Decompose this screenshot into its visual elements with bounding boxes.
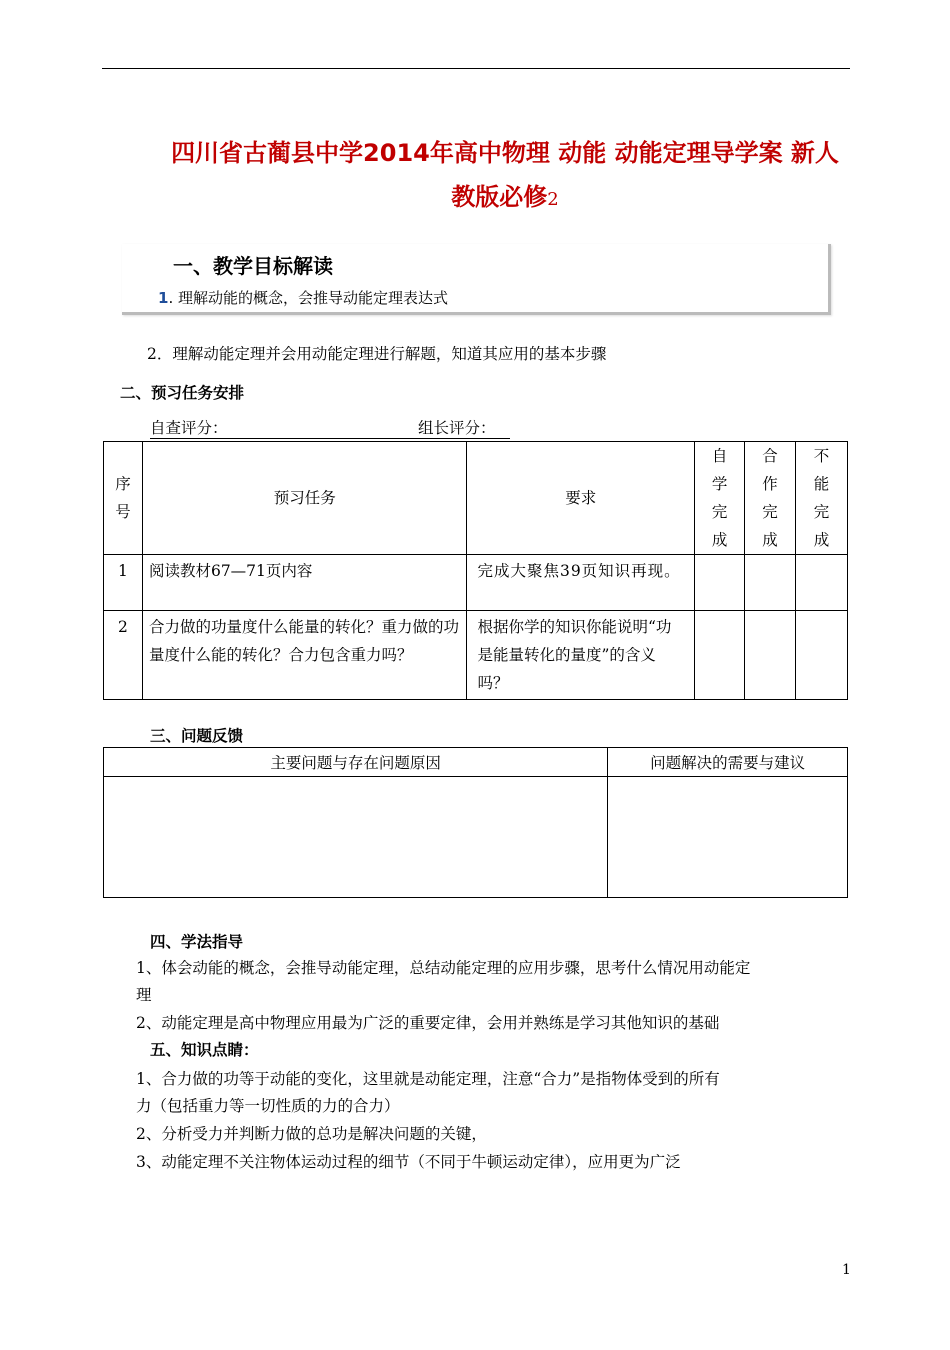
header-rule [102, 68, 850, 69]
table-header-row [104, 442, 848, 555]
title-suffix: 2 [547, 189, 559, 210]
header-char: 自 [711, 447, 728, 465]
knowledge-item-1a: 1、合力做的功等于动能的变化，这里就是动能定理，注意“合力”是指物体受到的所有 [136, 1070, 720, 1088]
header-req: 要求 [467, 442, 695, 555]
self-eval-field[interactable] [150, 416, 418, 439]
method-item-1b: 理 [136, 986, 152, 1004]
row-req: 根据你学的知识你能说明“功是能量转化的量度”的含义吗？ [467, 611, 695, 700]
feedback-entry-row [104, 777, 848, 898]
feedback-table [103, 747, 848, 898]
page-title-line1: 四川省古蔺县中学2014年高中物理 动能 动能定理导学案 新人 [171, 139, 839, 167]
title-text: 教版必修 [451, 183, 548, 211]
row-coop-cell[interactable] [745, 611, 796, 700]
preview-task-table [103, 441, 848, 700]
leader-eval-field[interactable] [418, 416, 510, 439]
self-eval-label: 自查评分： [150, 419, 228, 437]
objective-item-1 [158, 287, 448, 308]
section5-heading: 五、知识点睛： [150, 1041, 259, 1059]
knowledge-item-2: 2、分析受力并判断力做的总功是解决问题的关键， [136, 1125, 487, 1143]
header-char: 号 [115, 503, 131, 521]
evaluation-line [150, 416, 510, 439]
feedback-col2: 问题解决的需要与建议 [608, 748, 848, 777]
row-unable-cell[interactable] [796, 611, 848, 700]
feedback-header-row [104, 748, 848, 777]
header-char: 完 [711, 503, 728, 521]
row-self-cell[interactable] [695, 611, 745, 700]
header-task: 预习任务 [142, 442, 467, 555]
feedback-col1: 主要问题与存在问题原因 [104, 748, 608, 777]
header-char: 学 [711, 475, 728, 493]
header-char: 合 [762, 447, 778, 465]
header-unable [796, 442, 848, 555]
header-char: 成 [813, 531, 830, 549]
method-item-2: 2、动能定理是高中物理应用最为广泛的重要定律，会用并熟练是学习其他知识的基础 [136, 1014, 720, 1032]
objective-num: 1 [158, 289, 169, 307]
header-no [104, 442, 143, 555]
table-row [104, 555, 848, 611]
row-no: 2 [104, 611, 143, 700]
header-self [695, 442, 745, 555]
row-task: 合力做的功量度什么能量的转化？重力做的功量度什么能的转化？合力包含重力吗？ [142, 611, 467, 700]
leader-eval-label: 组长评分： [418, 419, 496, 437]
knowledge-item-1b: 力（包括重力等一切性质的力的合力） [136, 1097, 400, 1115]
knowledge-item-3: 3、动能定理不关注物体运动过程的细节（不同于牛顿运动定律），应用更为广泛 [136, 1153, 681, 1171]
header-coop [745, 442, 796, 555]
row-coop-cell[interactable] [745, 555, 796, 611]
row-self-cell[interactable] [695, 555, 745, 611]
header-char: 作 [762, 475, 778, 493]
section3-heading: 三、问题反馈 [150, 727, 244, 745]
section1-heading: 一、教学目标解读 [173, 254, 333, 278]
row-unable-cell[interactable] [796, 555, 848, 611]
row-no: 1 [104, 555, 143, 611]
table-row [104, 611, 848, 700]
objective-item-2: 2．理解动能定理并会用动能定理进行解题，知道其应用的基本步骤 [147, 345, 607, 363]
header-char: 完 [762, 503, 778, 521]
objective-text: . 理解动能的概念，会推导动能定理表达式 [168, 289, 448, 307]
feedback-suggestions-cell[interactable] [608, 777, 848, 898]
page-title-line2 [110, 175, 900, 222]
row-task: 阅读教材67—71页内容 [142, 555, 467, 611]
method-item-1a: 1、体会动能的概念，会推导动能定理，总结动能定理的应用步骤，思考什么情况用动能定 [136, 959, 751, 977]
header-char: 能 [813, 475, 830, 493]
section4-heading: 四、学法指导 [150, 933, 244, 951]
row-req: 完成大聚焦39页知识再现。 [467, 555, 695, 611]
header-char: 不 [813, 447, 830, 465]
header-char: 成 [762, 531, 778, 549]
feedback-problems-cell[interactable] [104, 777, 608, 898]
header-char: 序 [115, 475, 131, 493]
section2-heading: 二、预习任务安排 [120, 384, 245, 402]
page-number: 1 [842, 1262, 851, 1278]
header-char: 完 [813, 503, 830, 521]
header-char: 成 [711, 531, 728, 549]
